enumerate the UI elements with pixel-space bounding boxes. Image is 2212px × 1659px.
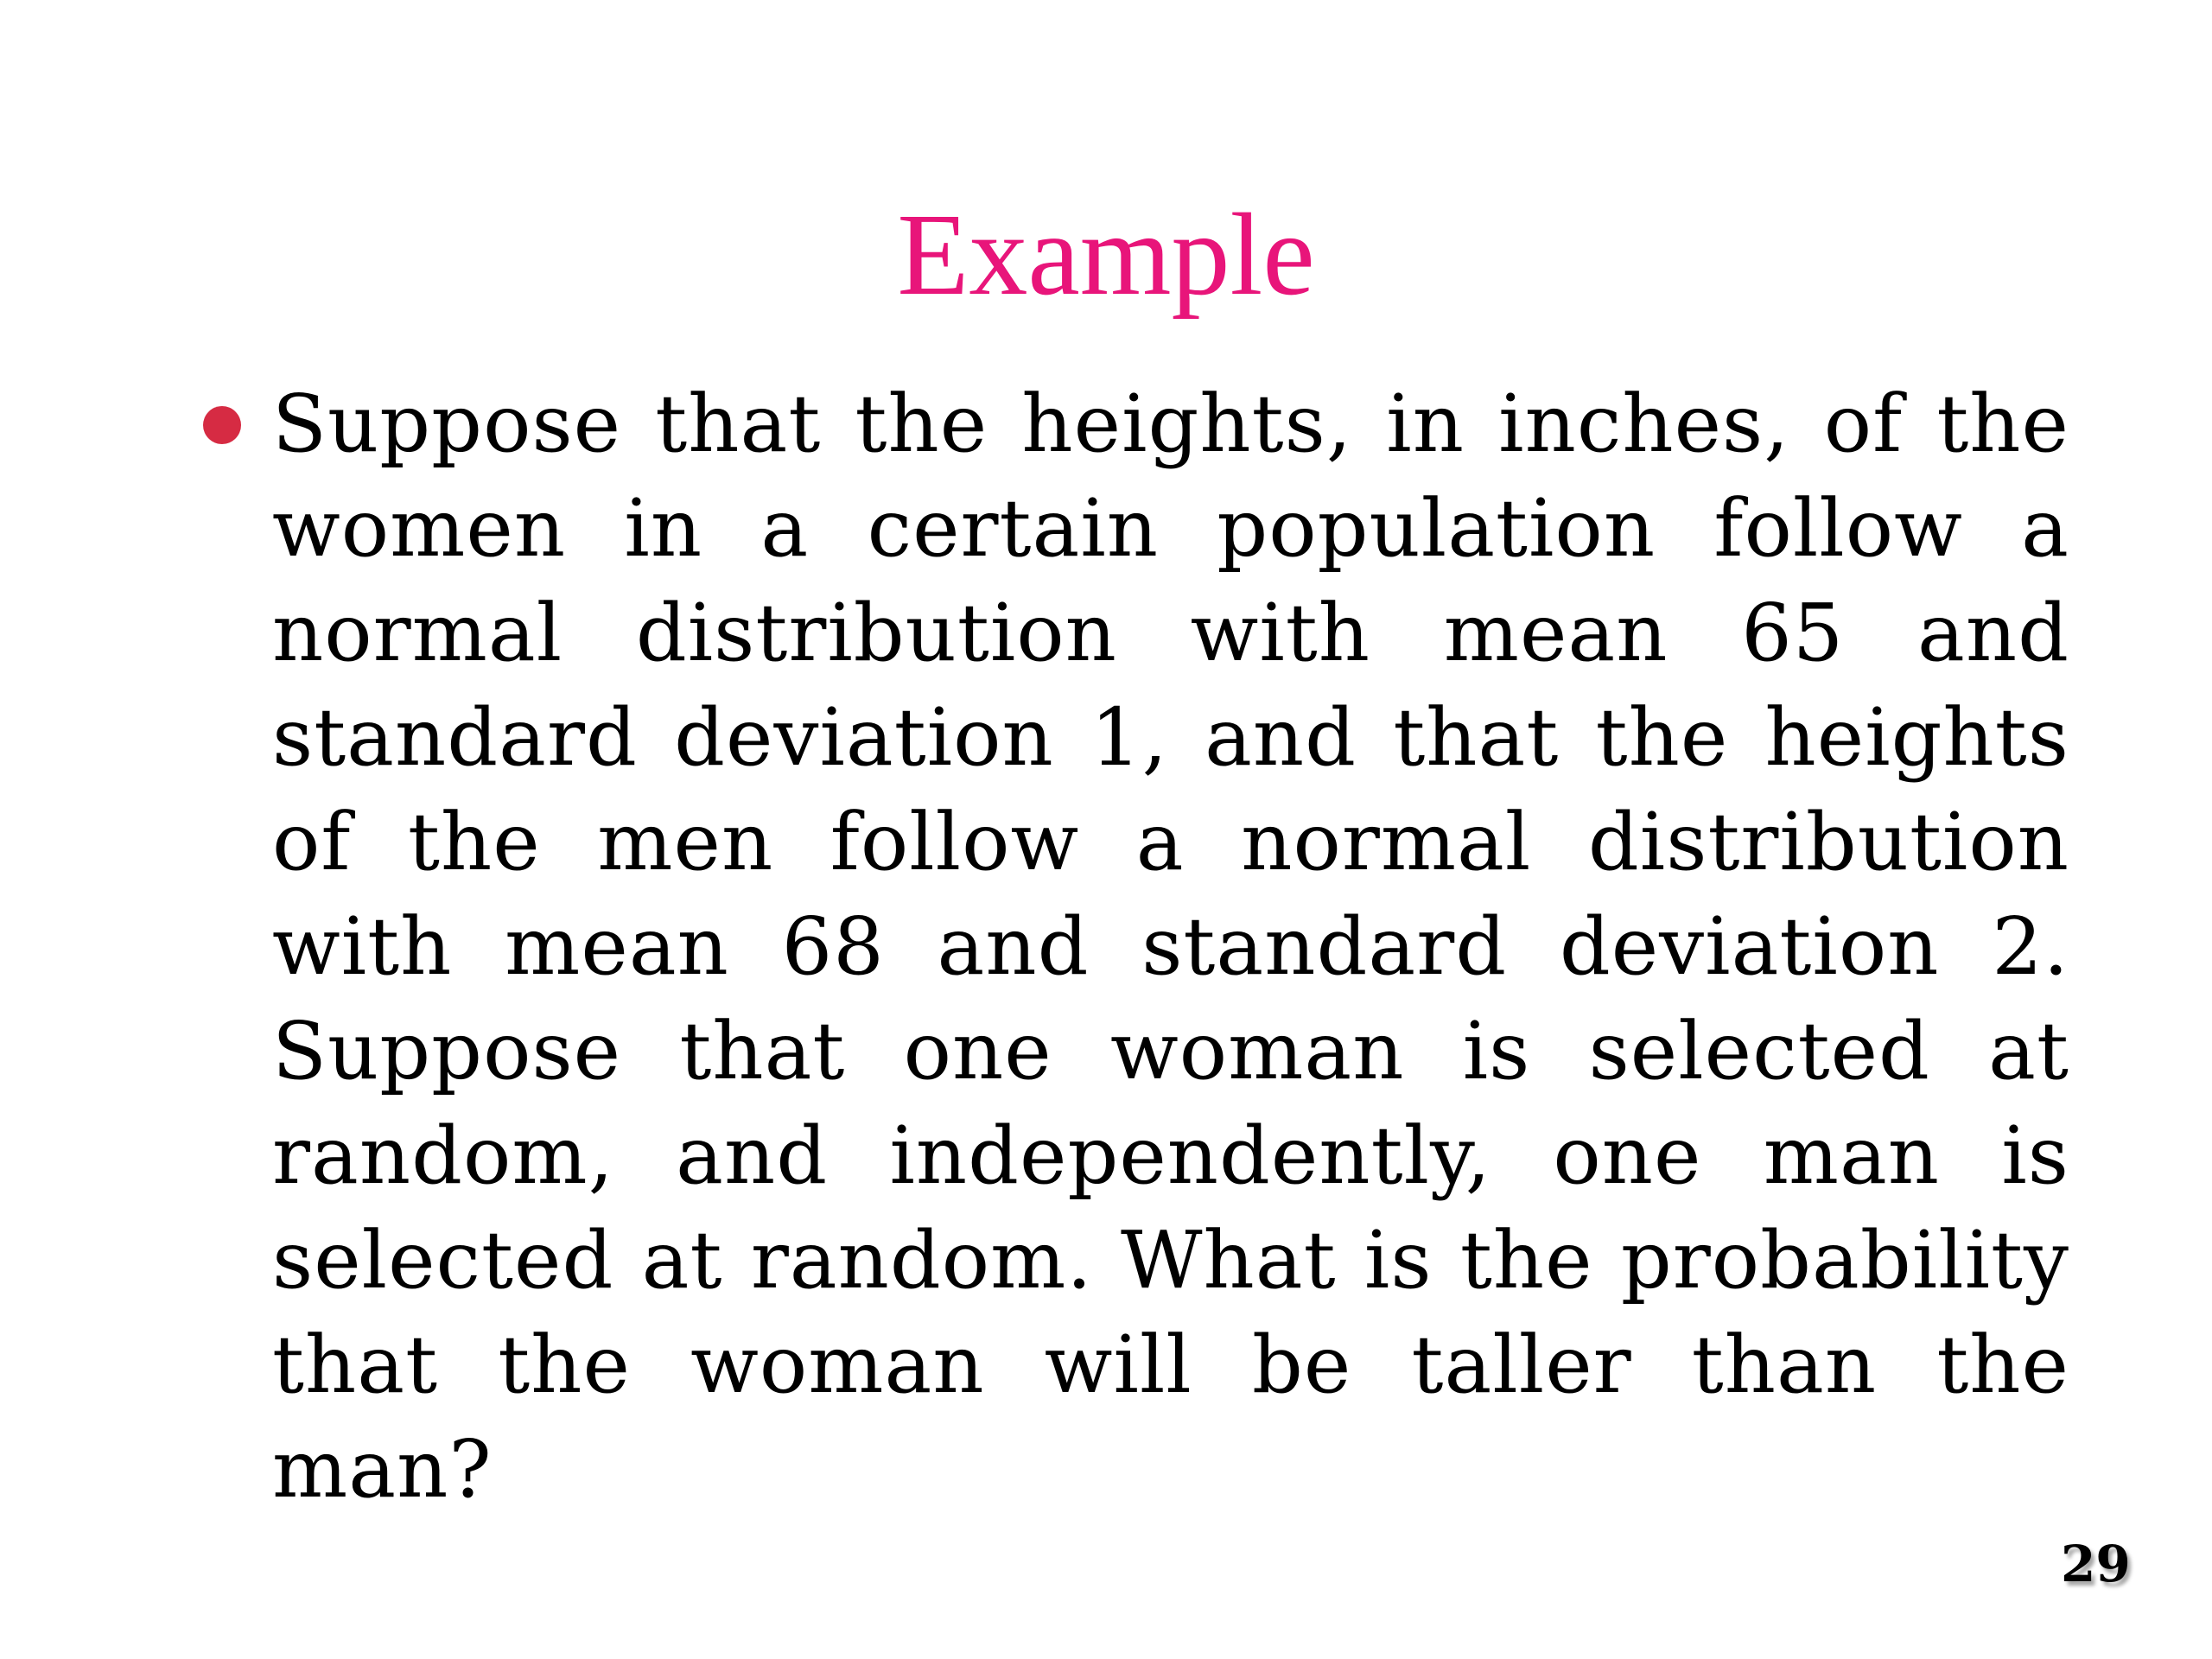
page-number: 29: [2061, 1535, 2131, 1593]
bullet-text: Suppose that the heights, in inches, of the women in a certain population follow a normal distribution with mean 65 and standard deviation 1, and that the heights of the men follow a normal distribution with mean 68 and standard deviation 2. Suppose that one woman is selected at random, and independently, one man is selected at random. What is the probability that the woman will be taller than the man?: [272, 378, 2069, 1516]
bullet-dot-icon: [203, 406, 241, 444]
slide-title: Example: [897, 190, 1315, 320]
